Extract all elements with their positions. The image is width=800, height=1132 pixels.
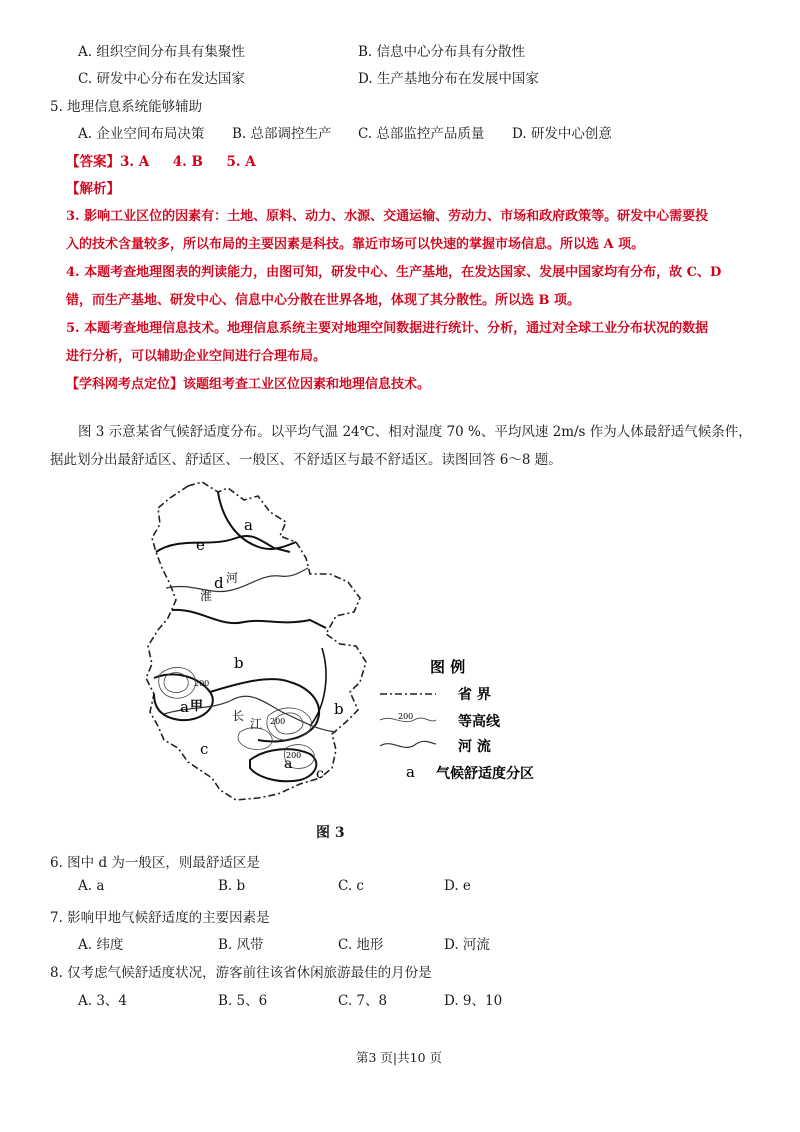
analysis-p5-line2: 进行分析，可以辅助企业空间进行合理布局。 (66, 349, 327, 364)
q7-stem: 7. 影响甲地气候舒适度的主要因素是 (50, 910, 270, 926)
q4-option-a: A. 组织空间分布具有集聚性 (78, 44, 245, 60)
q5-stem: 5. 地理信息系统能够辅助 (50, 99, 203, 115)
analysis-p4-line2: 错，而生产基地、研发中心、信息中心分散在世界各地，体现了其分散性。所以选 B 项。 (66, 293, 581, 308)
legend-contour-label: 等高线 (458, 714, 500, 730)
answer-text: 3. A 4. B 5. A (120, 154, 256, 170)
q6-option-a: A. a (78, 878, 105, 894)
zone-label: c (200, 740, 209, 758)
river-label: 河 (226, 571, 239, 585)
analysis-p4-line1: 4. 本题考查地理图表的判读能力，由图可知，研发中心、生产基地，在发达国家、发展中国家均有分布，故 C、D (66, 265, 722, 280)
answer-line (66, 150, 256, 170)
analysis-p3-line1: 3. 影响工业区位的因素有：土地、原料、动力、水源、交通运输、劳动力、市场和政府政策等。研发中心需要投 (66, 209, 709, 224)
zone-label: b (234, 654, 244, 672)
zone-label: a (180, 698, 189, 716)
q7-option-b: B. 风带 (218, 937, 264, 953)
climate-comfort-map (140, 478, 560, 818)
legend-title: 图 例 (430, 658, 466, 676)
q8-option-d: D. 9、10 (444, 993, 503, 1009)
q5-option-b: B. 总部调控生产 (232, 126, 332, 142)
analysis-p3-line2: 入的技术含量较多，所以布局的主要因素是科技。靠近市场可以快速的掌握市场信息。所以选 A 项。 (66, 237, 645, 252)
zone-label: b (334, 700, 344, 718)
q8-option-b: B. 5、6 (218, 993, 268, 1009)
q6-option-b: B. b (218, 878, 246, 894)
q5-option-a: A. 企业空间布局决策 (78, 126, 205, 142)
legend-border-label: 省 界 (458, 687, 491, 703)
river-label: 长 (232, 709, 245, 723)
q8-option-c: C. 7、8 (338, 993, 388, 1009)
q7-option-d: D. 河流 (444, 937, 490, 953)
province-border (146, 482, 366, 800)
q8-stem: 8. 仅考虑气候舒适度状况，游客前往该省休闲旅游最佳的月份是 (50, 965, 432, 981)
q4-option-d: D. 生产基地分布在发展中国家 (358, 71, 539, 87)
zone-boundary (310, 648, 326, 726)
contour-value: 200 (286, 751, 302, 760)
zone-boundary (172, 610, 326, 628)
legend-river-label: 河 流 (458, 739, 491, 755)
legend-zone-symbol: a (406, 763, 415, 781)
q4-option-c: C. 研发中心分布在发达国家 (78, 71, 245, 87)
analysis-label: 【解析】 (66, 181, 120, 197)
q7-option-c: C. 地形 (338, 937, 384, 953)
q6-option-c: C. c (338, 878, 364, 894)
q7-option-a: A. 纬度 (78, 937, 124, 953)
q5-option-c: C. 总部监控产品质量 (358, 126, 485, 142)
intro-line1: 图 3 示意某省气候舒适度分布。以平均气温 24℃、相对湿度 70 %、平均风速 2m/s 作为人体最舒适气候条件， (78, 424, 752, 440)
zone-label: a (284, 756, 293, 772)
legend-river-symbol (380, 741, 436, 747)
zone-boundary (210, 679, 319, 741)
zone-label: d (214, 574, 224, 592)
q6-stem: 6. 图中 d 为一般区，则最舒适区是 (50, 855, 260, 871)
zone-label: a (244, 516, 253, 534)
q6-option-d: D. e (444, 878, 471, 894)
analysis-p5-line1: 5. 本题考查地理信息技术。地理信息系统主要对地理空间数据进行统计、分析，通过对全球工业分布状况的数据 (66, 321, 709, 336)
figure-caption: 图 3 (316, 825, 345, 841)
river-label: 淮 (200, 589, 213, 603)
q4-option-b: B. 信息中心分布具有分散性 (358, 44, 526, 60)
river-label: 江 (250, 717, 263, 731)
legend-zone-label: 气候舒适度分区 (436, 766, 534, 782)
intro-line2: 据此划分出最舒适区、舒适区、一般区、不舒适区与最不舒适区。读图回答 6～8 题。 (50, 452, 562, 468)
analysis-location: 【学科网考点定位】该题组考查工业区位因素和地理信息技术。 (66, 377, 431, 392)
legend-contour-sample: 200 (398, 712, 414, 721)
q5-option-d: D. 研发中心创意 (512, 126, 612, 142)
contour-value: 200 (194, 679, 210, 688)
contour-value: 200 (270, 717, 286, 726)
zone-label: c (316, 766, 324, 782)
answer-label: 【答案】 (66, 154, 120, 170)
place-jia: 甲 (190, 699, 204, 714)
q8-option-a: A. 3、4 (78, 993, 128, 1009)
zone-label: e (196, 536, 205, 554)
page-footer: 第3 页|共10 页 (356, 1050, 443, 1065)
